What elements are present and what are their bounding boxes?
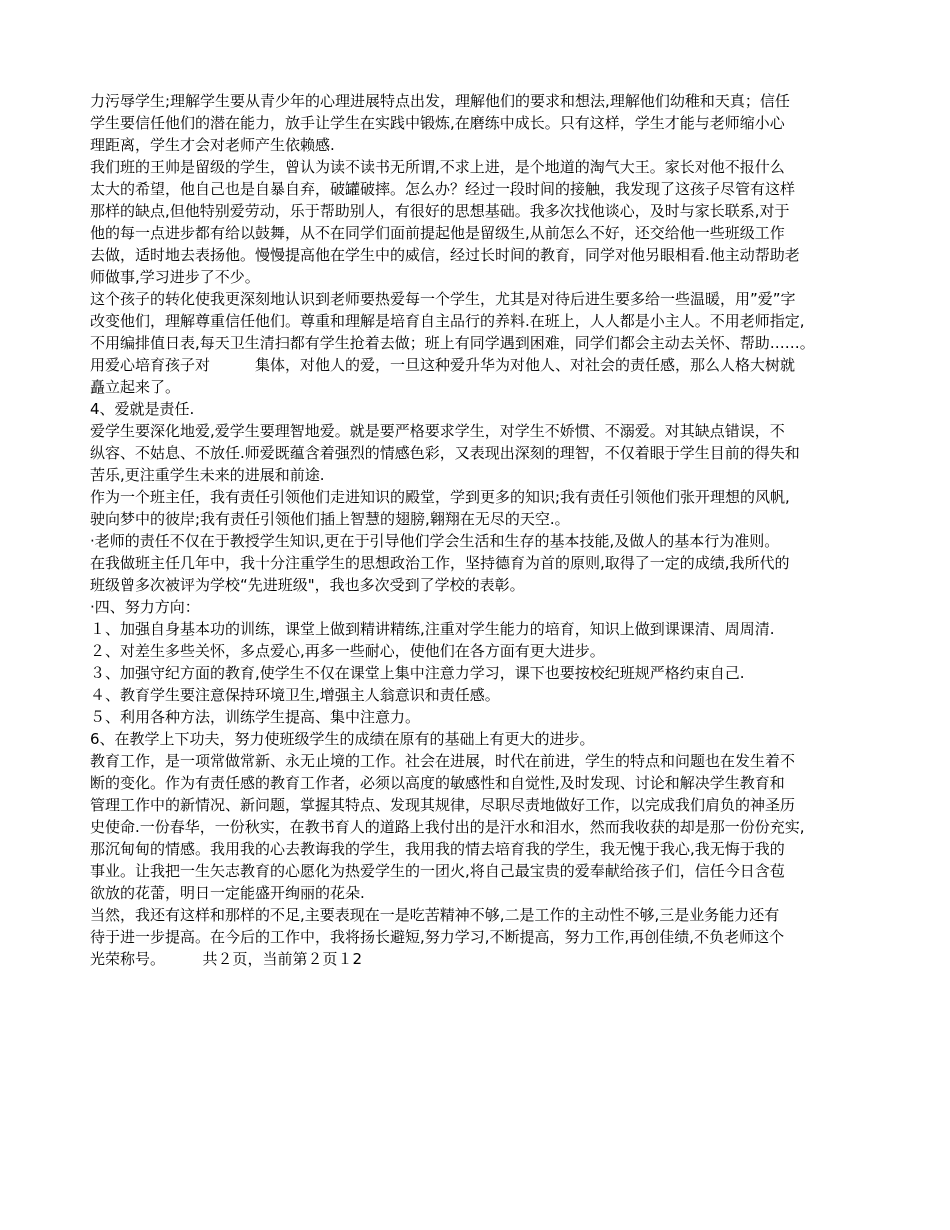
section-heading: 4、爱就是责任. — [90, 400, 195, 418]
text-line: 作为一个班主任，我有责任引领他们走进知识的殿堂，学到更多的知识;我有责任引领他们张开理想的风帆, — [90, 488, 790, 506]
text-line: 太大的希望，他自己也是自暴自弃，破罐破摔。怎么办？经过一段时间的接触，我发现了这孩子尽管有这样 — [90, 180, 796, 198]
text-line: 学生要信任他们的潜在能力，放手让学生在实践中锻炼,在磨练中成长。只有这样，学生才能与老师缩小心 — [90, 114, 785, 132]
text-line: 理距离，学生才会对老师产生依赖感. — [90, 136, 335, 154]
text-line: 这个孩子的转化使我更深刻地认识到老师要热爱每一个学生，尤其是对待后进生要多给一些温暖，用”爱”字 — [90, 290, 796, 308]
text-line: 力污辱学生;理解学生要从青少年的心理进展特点出发，理解他们的要求和想法,理解他们幼稚和天真；信任 — [90, 92, 790, 110]
text-line: 改变他们，理解尊重信任他们。尊重和理解是培育自主品行的养料.在班上，人人都是小主人。不用老师指定, — [90, 312, 805, 330]
text-line: 他的每一点进步都有给以鼓舞，从不在同学们面前提起他是留级生,从前怎么不好，还交给他一些班级工作 — [90, 224, 785, 242]
text-line: 矗立起来了。 — [90, 378, 181, 396]
text-line: 待于进一步提高。在今后的工作中，我将扬长避短,努力学习,不断提高，努力工作,再创佳绩,不负老师这个 — [90, 928, 785, 946]
list-item: ５、利用各种方法，训练学生提高、集中注意力。 — [90, 708, 421, 726]
text-line: 史使命.一份春华，一份秋实，在教书育人的道路上我付出的是汗水和泪水，然而我收获的却是那一份份充实, — [90, 818, 805, 836]
text-line: 管理工作中的新情况、新问题，掌握其特点、发现其规律，尽职尽责地做好工作，以完成我们肩负的神圣历 — [90, 796, 796, 814]
list-item: ３、加强守纪方面的教育,使学生不仅在课堂上集中注意力学习，课下也要按校纪班规严格约束自己. — [90, 664, 745, 682]
list-item: 6、在教学上下功夫，努力使班级学生的成绩在原有的基础上有更大的进步。 — [90, 730, 595, 748]
text-line: 那沉甸甸的情感。我用我的心去教诲我的学生，我用我的情去培育我的学生，我无愧于我心,我无悔于我的 — [90, 840, 785, 858]
text-line: 用爱心培育孩子对 集体，对他人的爱，一旦这种爱升华为对他人、对社会的责任感，那么人格大树就 — [90, 356, 796, 374]
text-line: 去做，适时地去表扬他。慢慢提高他在学生中的威信，经过长时间的教育，同学对他另眼相看.他主动帮助老 — [90, 246, 800, 264]
text-line: 驶向梦中的彼岸;我有责任引领他们插上智慧的翅膀,翱翔在无尽的天空.。 — [90, 510, 570, 528]
section-heading: ·四、努力方向： — [90, 598, 200, 616]
text-line: 当然，我还有这样和那样的不足,主要表现在一是吃苦精神不够,二是工作的主动性不够,三是业务能力还有 — [90, 906, 780, 924]
text-line: 我们班的王帅是留级的学生，曾认为读不读书无所谓,不求上进，是个地道的淘气大王。家长对他不报什么 — [90, 158, 785, 176]
text-line: 师做事,学习进步了不少。 — [90, 268, 260, 286]
text-line: ·老师的责任不仅在于教授学生知识,更在于引导他们学会生活和生存的基本技能,及做人的基本行为准则。 — [90, 532, 780, 550]
text-line-with-page-footer: 光荣称号。 共２页，当前第２页１2 — [90, 950, 363, 968]
text-line: 不用编排值日表,每天卫生清扫都有学生抢着去做；班上有同学遇到困难，同学们都会主动去关怀、帮助……。 — [90, 334, 815, 352]
list-item: １、加强自身基本功的训练，课堂上做到精讲精练,注重对学生能力的培育，知识上做到课课清、周周清. — [90, 620, 775, 638]
text-line: 纵容、不姑息、不放任.师爱既蕴含着强烈的情感色彩，又表现出深刻的理智，不仅着眼于学生目前的得失和 — [90, 444, 800, 462]
text-line: 在我做班主任几年中，我十分注重学生的思想政治工作，坚持德育为首的原则,取得了一定的成绩,我所代的 — [90, 554, 790, 572]
text-line: 苦乐,更注重学生未来的进展和前途. — [90, 466, 325, 484]
text-line: 班级曾多次被评为学校“先进班级"，我也多次受到了学校的表彰。 — [90, 576, 525, 594]
list-item: ４、教育学生要注意保持环境卫生,增强主人翁意识和责任感。 — [90, 686, 500, 704]
list-item: ２、对差生多些关怀，多点爱心,再多一些耐心，使他们在各方面有更大进步。 — [90, 642, 605, 660]
text-line: 教育工作，是一项常做常新、永无止境的工作。社会在进展，时代在前进，学生的特点和问题也在发生着不 — [90, 752, 796, 770]
text-line: 那样的缺点,但他特别爱劳动，乐于帮助别人，有很好的思想基础。我多次找他谈心，及时与家长联系,对于 — [90, 202, 790, 220]
text-line: 断的变化。作为有责任感的教育工作者，必须以高度的敏感性和自觉性,及时发现、讨论和解决学生教育和 — [90, 774, 785, 792]
text-line: 事业。让我把一生矢志教育的心愿化为热爱学生的一团火,将自己最宝贵的爱奉献给孩子们，信任今日含苞 — [90, 862, 785, 880]
text-line: 欲放的花蕾，明日一定能盛开绚丽的花朵. — [90, 884, 365, 902]
text-line: 爱学生要深化地爱,爱学生要理智地爱。就是要严格要求学生，对学生不娇惯、不溺爱。对其缺点错误，不 — [90, 422, 785, 440]
